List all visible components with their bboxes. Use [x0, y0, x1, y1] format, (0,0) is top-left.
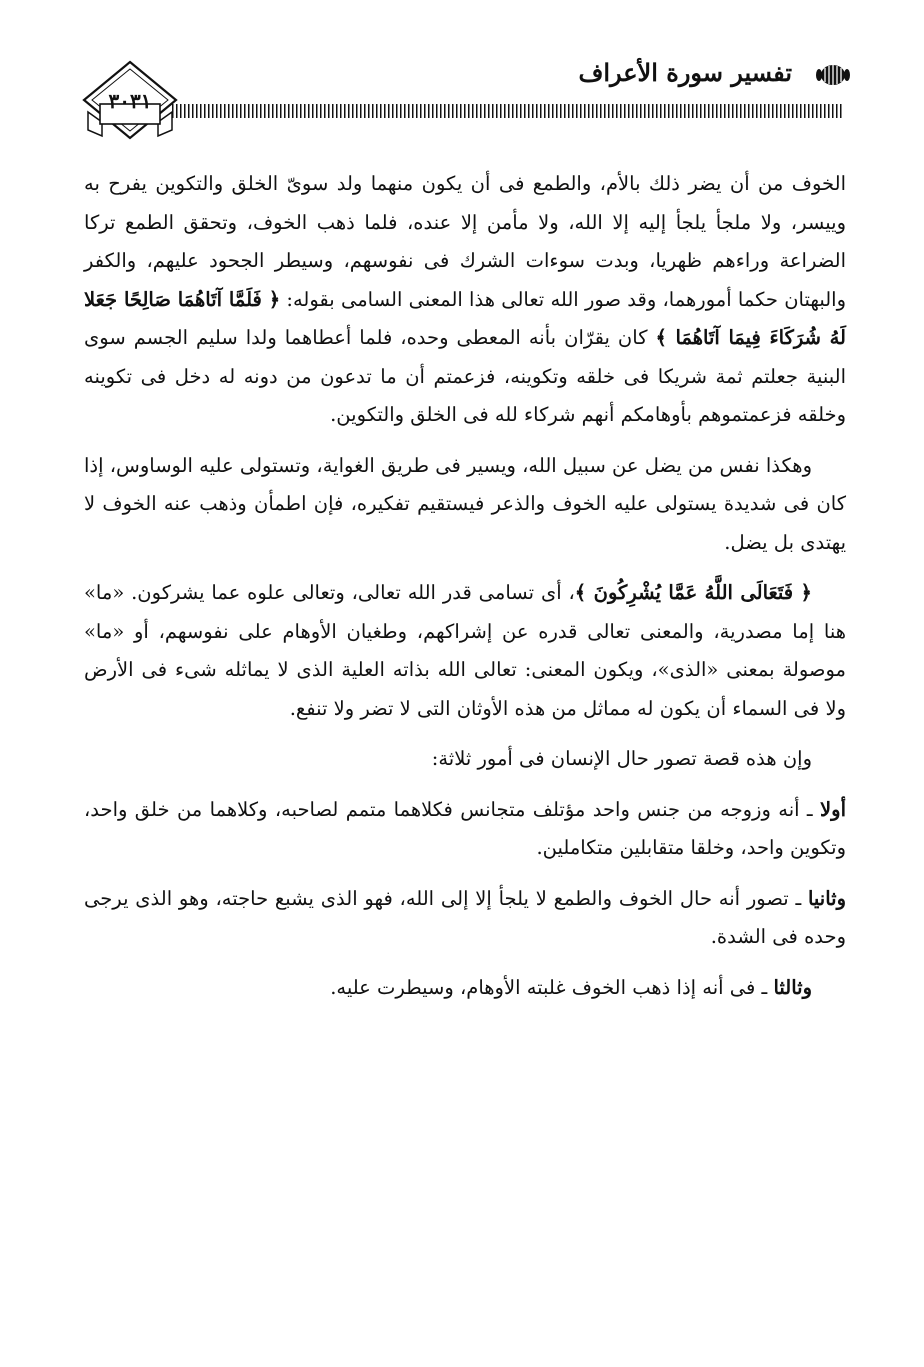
point-first — [84, 791, 846, 868]
point-second-text: ـ تصور أنه حال الخوف والطمع لا يلجأ إلا إلى الله، فهو الذى يشبع حاجته، وهو الذى يرجى وحده فى الشدة. — [84, 886, 846, 948]
point-second-lead: وثانيا — [807, 886, 846, 910]
header-rule — [172, 104, 842, 118]
point-third — [84, 969, 846, 1008]
point-third-lead: وثالثا — [773, 975, 812, 999]
page-header — [80, 52, 850, 142]
paragraph-3-text: ، أى تسامى قدر الله تعالى، وتعالى علوه عما يشركون. «ما» هنا إما مصدرية، والمعنى تعالى قدره عن إشراكهم، وطغيان الأوهام على نفوسهم، أو «ما» موصولة بمعنى «الذى»، ويكون المعنى: تعالى الله بذاته العلية الذى لا يماثله شىء فى الأرض ولا فى السماء أن يكون له مماثل من هذه الأوثان التى لا تضر ولا تنفع. — [84, 581, 846, 720]
paragraph-4: وإن هذه قصة تصور حال الإنسان فى أمور ثلاثة: — [431, 747, 812, 770]
quran-verse-2: ﴿ فَتَعَالَى اللَّهُ عَمَّا يُشْرِكُونَ ﴾ — [574, 581, 812, 604]
page-number-badge — [80, 60, 180, 142]
page-number: ٣٠٣١ — [108, 89, 152, 113]
flower-ornament-icon — [816, 62, 850, 88]
body-text — [84, 165, 846, 1019]
point-third-text: ـ فى أنه إذا ذهب الخوف غلبته الأوهام، وسيطرت عليه. — [330, 975, 774, 999]
point-first-text: ـ أنه وزوجه من جنس واحد مؤتلف متجانس فكلاهما متمم لصاحبه، وكلاهما من خلق واحد، وتكوين واحد، وخلقا متقابلين متكاملين. — [84, 797, 846, 859]
paragraph-3 — [84, 574, 846, 728]
quran-verse-1: ﴿ فَلَمَّا آتَاهُمَا صَالِحًا جَعَلا لَهُ شُرَكَاءَ فِيمَا آتَاهُمَا ﴾ — [84, 287, 846, 349]
point-first-lead: أولا — [820, 797, 846, 821]
running-title: تفسير سورة الأعراف — [578, 58, 792, 87]
paragraph-1-text-a: الخوف من أن يضر ذلك بالأم، والطمع فى أن يكون منهما ولد سوىّ الخلق والتكوين يفرح به وييسر، ولا ملجأ يلجأ إليه إلا الله، ولا مأمن إلا عنده، فلما ذهب الخوف، وتحقق الطمع تركا الضراعة وراءهم ظهريا، وبدت سوءات الشرك فى نفوسهم، وسيطر الجحود عليهم، والكفر والبهتان حكما أمورهما، وقد صور الله تعالى هذا المعنى السامى بقوله: — [84, 172, 846, 311]
point-second — [84, 880, 846, 957]
paragraph-1 — [84, 165, 846, 435]
paragraph-1-text-b: كان يقرّان بأنه المعطى وحده، فلما أعطاهما ولدا سليم الجسم سوى البنية جعلتم ثمة شريكا فى خلقه وتكوينه، فزعمتم أن ما تدعون من دونه له دخل فى تكوينه وخلقه فزعمتموهم بأوهامكم أنهم شركاء لله فى الخلق والتكوين. — [84, 326, 846, 426]
paragraph-2: وهكذا نفس من يضل عن سبيل الله، ويسير فى طريق الغواية، وتستولى عليه الوساوس، إذا كان فى شديدة يستولى عليه الخوف والذعر فيستقيم تفكيره، فإن اطمأن وذهب عنه الخوف لا يهتدى بل يضل. — [84, 453, 846, 554]
